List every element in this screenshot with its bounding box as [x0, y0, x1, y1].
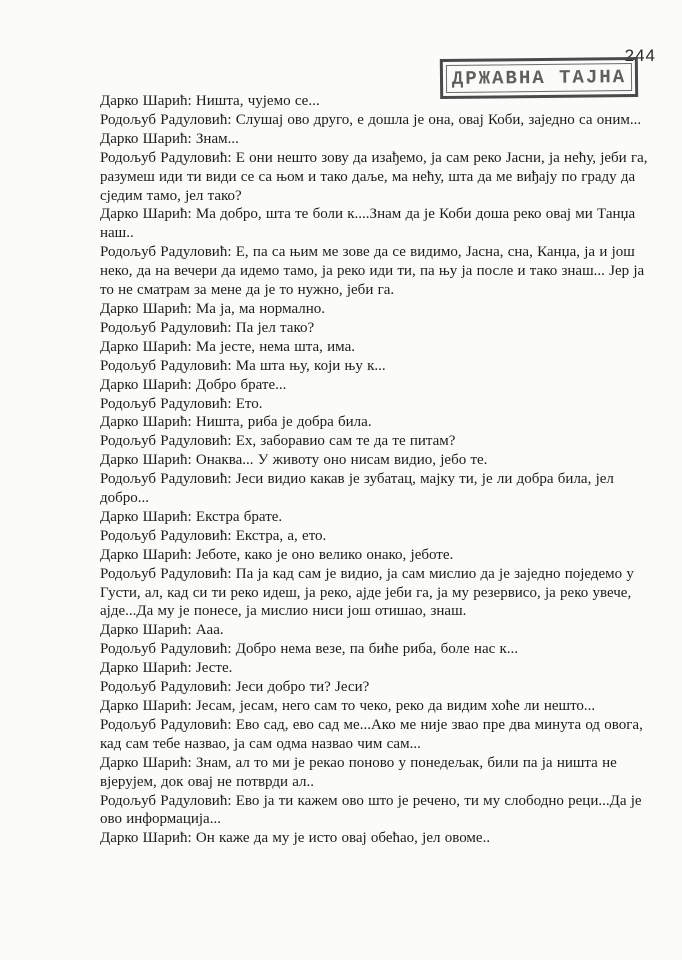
speech-text: Екстра брате.	[195, 508, 283, 525]
speaker-name: Родољуб Радуловић:	[100, 641, 232, 658]
speaker-name: Дарко Шарић:	[100, 452, 192, 469]
speaker-name: Родољуб Радуловић:	[100, 679, 232, 696]
transcript-line	[100, 376, 650, 395]
speaker-name: Родољуб Радуловић:	[100, 792, 232, 809]
speaker-name: Дарко Шарић:	[100, 300, 192, 317]
speaker-name: Дарко Шарић:	[100, 508, 192, 525]
speech-text: Ааа.	[195, 622, 224, 639]
stamp-text: ДРЖАВНА ТАЈНА	[451, 66, 627, 90]
speaker-name: Дарко Шарић:	[100, 830, 192, 847]
speech-text: Е они нешто зову да изађемо, ја сам реко Јасни, ја нећу, јеби га, разумеш иди ти види се са њом и тако даље, ма нећу, шта да ме виђају по граду да сједим тамо, јел тако?	[100, 149, 648, 204]
page-number: 244	[624, 46, 656, 65]
transcript-line	[100, 716, 650, 754]
speech-text: Добро нема везе, па биће риба, боле нас к...	[235, 641, 519, 658]
speaker-name: Дарко Шарић:	[100, 376, 192, 393]
speaker-name: Родољуб Радуловић:	[100, 471, 232, 488]
transcript-line	[100, 754, 650, 792]
speaker-name: Родољуб Радуловић:	[100, 395, 232, 412]
speaker-name: Дарко Шарић:	[100, 622, 192, 639]
speaker-name: Дарко Шарић:	[100, 93, 192, 109]
transcript-line	[100, 621, 650, 640]
speaker-name: Родољуб Радуловић:	[100, 565, 232, 582]
transcript-line	[100, 451, 650, 470]
speaker-name: Дарко Шарић:	[100, 206, 192, 223]
speaker-name: Родољуб Радуловић:	[100, 319, 232, 336]
transcript-line	[100, 205, 650, 243]
transcript-line	[100, 111, 650, 130]
speaker-name: Родољуб Радуловић:	[100, 716, 232, 733]
speaker-name: Дарко Шарић:	[100, 546, 192, 563]
speech-text: Ништа, риба је добра била.	[195, 414, 372, 431]
speech-text: Јеботе, како је оно велико онако, јеботе.	[195, 546, 454, 563]
transcript-line	[100, 243, 650, 300]
speaker-name: Родољуб Радуловић:	[100, 527, 232, 544]
speaker-name: Родољуб Радуловић:	[100, 357, 232, 374]
speech-text: Знам...	[195, 130, 239, 147]
speaker-name: Дарко Шарић:	[100, 754, 192, 771]
transcript-line	[100, 319, 650, 338]
transcript-line	[100, 829, 650, 848]
speech-text: Ништа, чујемо се...	[195, 93, 320, 109]
speech-text: Јесте.	[195, 660, 233, 677]
transcript-line	[100, 678, 650, 697]
speech-text: Ма добро, шта те боли к....Знам да је Коби доша реко овај ми Танџа наш..	[100, 206, 636, 242]
transcript-line	[100, 413, 650, 432]
transcript-line	[100, 565, 650, 622]
speaker-name: Родољуб Радуловић:	[100, 433, 232, 450]
speech-text: Онаква... У животу оно нисам видио, јебо те.	[195, 452, 488, 469]
transcript-line	[100, 470, 650, 508]
transcript-line	[100, 149, 650, 206]
speech-text: Добро брате...	[195, 376, 287, 393]
transcript-line	[100, 432, 650, 451]
speech-text: Ево сад, ево сад ме...Ако ме није звао пре два минута од овога, кад сам тебе назвао, ја сам одма назвао чим сам...	[100, 716, 643, 752]
transcript-line	[100, 697, 650, 716]
speaker-name: Родољуб Радуловић:	[100, 149, 232, 166]
speaker-name: Дарко Шарић:	[100, 130, 192, 147]
transcript-line	[100, 640, 650, 659]
transcript-line	[100, 395, 650, 414]
transcript-line	[100, 338, 650, 357]
speech-text: Па ја кад сам је видио, ја сам мислио да је заједно поједемо у Густи, ал, кад си ти реко идеш, ја реко, ајде јеби га, ја му резервисо, ја реко увече, ајде...Да му је понесе, ја мислио ниси још отишао, знаш.	[100, 565, 634, 620]
transcript-line	[100, 130, 650, 149]
transcript-line	[100, 92, 650, 111]
transcript-line	[100, 792, 650, 830]
speaker-name: Родољуб Радуловић:	[100, 111, 232, 128]
speech-text: Ето.	[235, 395, 263, 412]
transcript-line	[100, 357, 650, 376]
transcript-line	[100, 508, 650, 527]
speech-text: Јеси добро ти? Јеси?	[235, 679, 370, 696]
speech-text: Екстра, а, ето.	[235, 527, 327, 544]
speech-text: Ево ја ти кажем ово што је речено, ти му слободно реци...Да је ово информација...	[100, 792, 642, 828]
transcript	[100, 92, 650, 848]
speaker-name: Дарко Шарић:	[100, 698, 192, 714]
speech-text: Ма јесте, нема шта, има.	[195, 338, 355, 355]
transcript-line	[100, 659, 650, 678]
speech-text: Јеси видио какав је зубатац, мајку ти, је ли добра била, јел добро...	[100, 471, 614, 507]
speech-text: Он каже да му је исто овај обећао, јел овоме..	[195, 830, 491, 847]
speaker-name: Дарко Шарић:	[100, 660, 192, 677]
speech-text: Е, па са њим ме зове да се видимо, Јасна, сна, Канџа, ја и још неко, да на вечери да идемо тамо, ја реко иди ти, па њу ја после и тако знаш... Јер ја то не сматрам за мене да је то нужно, јеби га.	[100, 244, 645, 299]
speaker-name: Дарко Шарић:	[100, 414, 192, 431]
speech-text: Ма шта њу, који њу к...	[235, 357, 386, 374]
speech-text: Ма ја, ма нормално.	[195, 300, 326, 317]
transcript-line	[100, 527, 650, 546]
speaker-name: Родољуб Радуловић:	[100, 244, 232, 261]
transcript-line	[100, 546, 650, 565]
speech-text: Слушај ово друго, е дошла је она, овај Коби, заједно са оним...	[235, 111, 642, 128]
speech-text: Ех, заборавио сам те да те питам?	[235, 433, 456, 450]
speech-text: Знам, ал то ми је рекао поново у понедељак, били па ја ништа не вјерујем, док овај не потврди ал..	[100, 754, 617, 790]
transcript-line	[100, 300, 650, 319]
speech-text: Па јел тако?	[235, 319, 315, 336]
speech-text: Јесам, јесам, него сам то чеко, реко да видим хоће ли нешто...	[195, 698, 596, 714]
speaker-name: Дарко Шарић:	[100, 338, 192, 355]
